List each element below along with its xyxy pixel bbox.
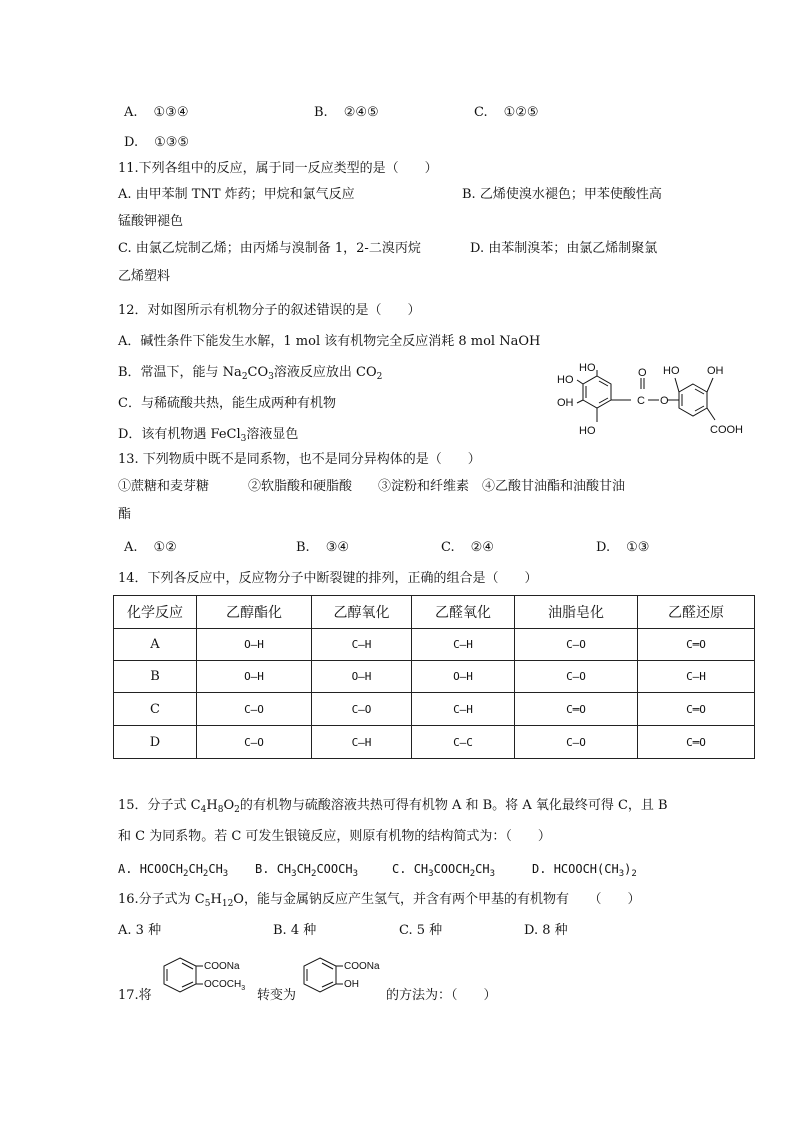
q13-option-b: B. ③④ <box>296 540 349 555</box>
q12-label-cooh: COOH <box>710 424 743 436</box>
q15-option-a: A. $HCOOCH_2CH_2CH_3$ <box>118 862 229 879</box>
table-header: 乙醛还原 <box>638 596 755 629</box>
q16-option-d: D. 8 种 <box>524 923 568 938</box>
q16-option-b: B. 4 种 <box>273 923 317 938</box>
q13-option-d: D. ①③ <box>596 540 650 555</box>
table-cell: C—C <box>412 726 515 759</box>
table-cell: O—H <box>412 661 515 693</box>
table-cell: O—H <box>197 661 312 693</box>
q10-option-c: C. ①②⑤ <box>474 105 539 120</box>
q12-label-ho1: HO <box>579 362 596 374</box>
table-cell: O—H <box>312 661 412 693</box>
q12-label-ho3: HO <box>579 425 596 437</box>
q12-label-o-ester: O <box>660 395 669 407</box>
table-cell: C—O <box>197 726 312 759</box>
q16-option-a: A. 3 种 <box>118 923 162 938</box>
q14-bond-table <box>113 595 755 759</box>
table-cell: C—O <box>515 726 638 759</box>
table-cell: C <box>114 693 197 726</box>
q10-option-b: B. ②④⑤ <box>314 105 379 120</box>
q15-stem-line2: 和 C 为同系物。若 C 可发生银镜反应，则原有机物的结构简式为：（ ） <box>118 829 551 844</box>
q10-option-a: A. ①③④ <box>124 105 189 120</box>
q17-product-top-label: COONa <box>344 961 380 972</box>
table-row <box>114 629 755 661</box>
q13-option-c: C. ②④ <box>441 540 494 555</box>
q14-stem: 14．下列各反应中，反应物分子中断裂键的排列，正确的组合是（ ） <box>118 571 538 586</box>
table-cell: C═O <box>638 726 755 759</box>
q12-label-o-carbonyl: O <box>638 367 647 379</box>
q11-option-a: A. 由甲苯制 TNT 炸药；甲烷和氯气反应 <box>118 187 355 202</box>
q17-middle: 转变为 <box>257 988 297 1003</box>
table-cell: C—H <box>312 629 412 661</box>
q12-stem: 12．对如图所示有机物分子的叙述错误的是（ ） <box>118 303 421 318</box>
table-header: 乙醛氧化 <box>412 596 515 629</box>
q12-label-oh1: OH <box>557 397 574 409</box>
q12-option-c: C．与稀硫酸共热，能生成两种有机物 <box>118 396 336 411</box>
table-row <box>114 661 755 693</box>
table-cell: C—H <box>412 629 515 661</box>
q11-option-b-line1: B. 乙烯使溴水褪色；甲苯使酸性高 <box>462 187 662 202</box>
table-cell: C—H <box>312 726 412 759</box>
q13-option-a: A. ①② <box>124 540 177 555</box>
q11-option-c: C. 由氯乙烷制乙烯；由丙烯与溴制备 1，2-二溴丙烷 <box>118 241 421 256</box>
table-row <box>114 726 755 759</box>
q17-suffix: 的方法为：（ ） <box>386 988 497 1003</box>
table-header-row <box>114 596 755 629</box>
q17-reactant-structure <box>158 952 258 1002</box>
table-cell: C═O <box>638 629 755 661</box>
q13-items-line2: 酯 <box>118 507 132 522</box>
q12-option-a: A．碱性条件下能发生水解，1 mol 该有机物完全反应消耗 8 mol NaOH <box>118 334 541 349</box>
table-cell: C═O <box>638 693 755 726</box>
q12-molecule-structure <box>555 358 760 440</box>
q16-stem: 16.分子式为 $C_5H_{12}O$，能与金属钠反应产生氢气，并含有两个甲基的有机物有 （ ） <box>118 892 641 909</box>
q15-option-d: D. $HCOOCH(CH_3)_2$ <box>532 862 637 879</box>
q15-option-c: C. $CH_3COOCH_2CH_3$ <box>392 862 495 879</box>
q11-option-d-line1: D. 由苯制溴苯；由氯乙烯制聚氯 <box>470 241 658 256</box>
q11-option-b-line2: 锰酸钾褪色 <box>118 214 184 229</box>
q15-option-b: B. $CH_3CH_2COOCH_3$ <box>255 862 358 879</box>
q13-stem: 13. 下列物质中既不是同系物，也不是同分异构体的是（ ） <box>118 452 481 467</box>
q12-option-b: B．常温下，能与 $Na_2CO_3$溶液反应放出 $CO_2$ <box>118 365 383 382</box>
q17-product-structure <box>298 952 390 1002</box>
table-cell: A <box>114 629 197 661</box>
q15-stem-line1: 15．分子式 $C_4H_8O_2$的有机物与硫酸溶液共热可得有机物 A 和 B。将 A 氧化最终可得 C，且 B <box>118 798 668 815</box>
q10-option-d: D. ①③⑤ <box>124 135 190 150</box>
q12-label-ho2: HO <box>557 374 574 386</box>
table-header: 乙醇氧化 <box>312 596 412 629</box>
table-header: 乙醇酯化 <box>197 596 312 629</box>
q17-product-bottom-label: OH <box>344 979 359 990</box>
q13-items-line1: ①蔗糖和麦芽糖 ②软脂酸和硬脂酸 ③淀粉和纤维素 ④乙酸甘油酯和油酸甘油 <box>118 479 626 494</box>
q11-stem: 11.下列各组中的反应，属于同一反应类型的是（ ） <box>118 161 438 176</box>
table-cell: C—O <box>312 693 412 726</box>
table-cell: D <box>114 726 197 759</box>
q17-reactant-top-label: COONa <box>204 961 240 972</box>
q12-label-c-ester: C <box>637 395 645 407</box>
q12-label-ho4: HO <box>663 365 680 377</box>
table-header: 化学反应 <box>114 596 197 629</box>
table-cell: C—O <box>515 661 638 693</box>
table-header: 油脂皂化 <box>515 596 638 629</box>
table-cell: C—H <box>638 661 755 693</box>
q11-option-d-line2: 乙烯塑料 <box>118 269 171 284</box>
table-cell: C—H <box>412 693 515 726</box>
table-cell: C═O <box>515 693 638 726</box>
q17-prefix: 17.将 <box>118 988 152 1003</box>
q17-reactant-bottom-label: $OCOCH_3$ <box>204 979 246 992</box>
table-cell: C—O <box>515 629 638 661</box>
table-cell: O—H <box>197 629 312 661</box>
table-cell: B <box>114 661 197 693</box>
table-cell: C—O <box>197 693 312 726</box>
q16-option-c: C. 5 种 <box>399 923 443 938</box>
table-row <box>114 693 755 726</box>
q12-option-d: D．该有机物遇 FeCl$_3$溶液显色 <box>118 427 299 444</box>
q12-label-oh2: OH <box>707 365 724 377</box>
